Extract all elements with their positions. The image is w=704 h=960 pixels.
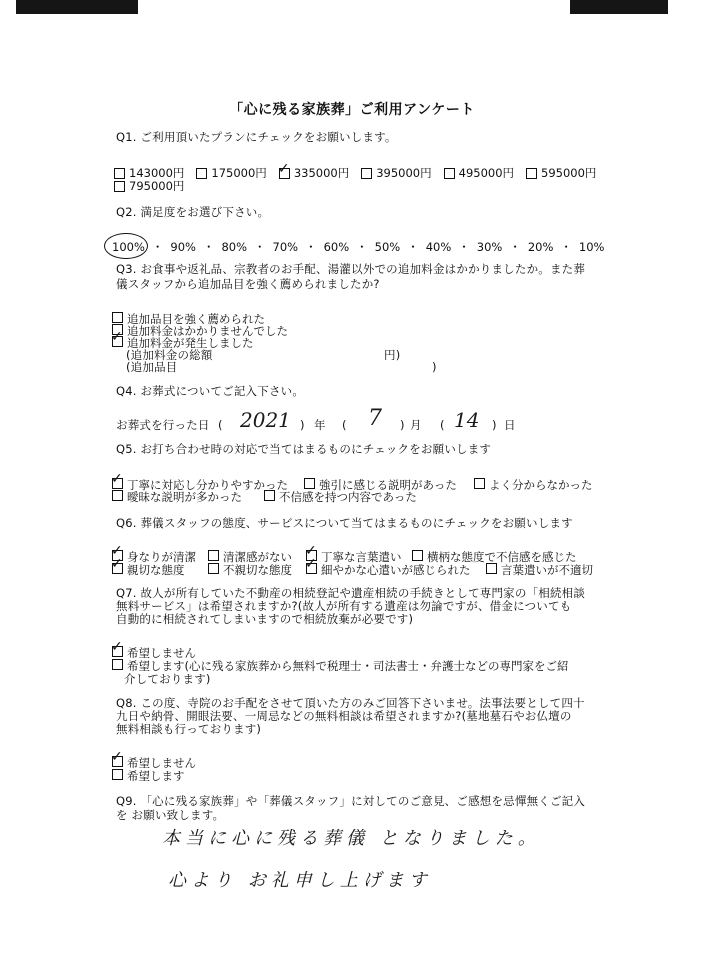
q2-question: Q2. 満足度をお選び下さい。 (116, 205, 270, 219)
q8-option-2[interactable]: 希望します (112, 769, 185, 783)
q2-satisfaction-scale: 100% ・ 90% ・ 80% ・ 70% ・ 60% ・ 50% ・ 40% ・ 30% ・ 20% ・ 10% (112, 240, 605, 254)
q3-option-1[interactable]: 追加品目を強く薦められた (112, 312, 265, 326)
checkbox[interactable] (196, 168, 207, 179)
q4-day-unit: 日 (504, 418, 516, 432)
q3-item-label: (追加品目 (126, 360, 178, 374)
q1-option-175000[interactable]: 175000円 (196, 166, 266, 180)
q8-question-line3: 無料相談も行っております) (116, 722, 262, 736)
q1-option-143000[interactable]: 143000円 (114, 166, 184, 180)
q9-question-line2: を お願い致します。 (116, 808, 225, 822)
q1-option-595000[interactable]: 595000円 (526, 166, 596, 180)
checkbox-checked[interactable] (112, 478, 123, 489)
checkbox[interactable] (208, 550, 219, 561)
q6-option-3[interactable]: ✓ 丁寧な言葉遣い (306, 550, 402, 564)
q1-option-395000[interactable]: 395000円 (361, 166, 431, 180)
q6-option-5[interactable]: ✓ 親切な態度 (112, 563, 185, 577)
q1-option-335000[interactable]: ✓ 335000円 (279, 166, 349, 180)
q6-option-2[interactable]: 清潔感がない (208, 550, 292, 564)
paren-open: ( (440, 418, 445, 432)
q3-option-3[interactable]: ✓ 追加料金が発生しました (112, 336, 254, 350)
checkbox[interactable] (112, 312, 123, 323)
q4-question: Q4. お葬式についてご記入下さい。 (116, 384, 305, 398)
q5-option-1[interactable]: ✓ 丁寧に対応し分かりやすかった (112, 478, 288, 492)
checkbox-checked[interactable] (306, 563, 317, 574)
checkbox[interactable] (526, 168, 537, 179)
q8-question-line2: 九日や納骨、開眼法要、一周忌などの無料相談は希望されますか?(墓地墓石やお仏壇の (116, 709, 572, 723)
q5-option-4[interactable]: 曖昧な説明が多かった (112, 490, 242, 504)
q4-year-unit: 年 (314, 418, 326, 432)
q6-option-8[interactable]: 言葉遣いが不適切 (486, 563, 593, 577)
q7-option-1[interactable]: ✓ 希望しません (112, 646, 196, 660)
checkbox[interactable] (304, 478, 315, 489)
q5-question: Q5. お打ち合わせ時の対応で当てはまるものにチェックをお願いします (116, 442, 492, 456)
q6-option-7[interactable]: ✓ 細やかな心遣いが感じられた (306, 563, 471, 577)
q3-item-close: ) (432, 360, 437, 374)
scan-mark-left (16, 0, 138, 14)
checkbox[interactable] (486, 563, 497, 574)
q3-question-line1: Q3. お食事や返礼品、宗教者のお手配、湯灌以外での追加料金はかかりましたか。また葬 (116, 262, 586, 276)
scale-70[interactable]: 70% (272, 240, 299, 254)
checkbox-checked[interactable] (112, 336, 123, 347)
checkbox[interactable] (264, 490, 275, 501)
q3-question-line2: 儀スタッフから追加品目を強く薦められましたか? (116, 277, 380, 291)
scale-10[interactable]: 10% (578, 240, 605, 254)
checkbox[interactable] (444, 168, 455, 179)
paren-close: ) (400, 418, 405, 432)
checkbox-checked[interactable] (279, 168, 290, 179)
checkbox-checked[interactable] (112, 563, 123, 574)
q1-option-495000[interactable]: 495000円 (444, 166, 514, 180)
q3-total-unit: 円) (384, 348, 401, 362)
q1-option-795000[interactable]: 795000円 (114, 179, 184, 193)
scale-40[interactable]: 40% (425, 240, 452, 254)
q7-question-line1: Q7. 故人が所有していた不動産の相続登記や遺産相続の手続きとして専門家の「相続相談 (116, 586, 586, 600)
q5-option-5[interactable]: 不信感を持つ内容であった (264, 490, 417, 504)
checkbox[interactable] (412, 550, 423, 561)
selected-circle (104, 233, 148, 259)
checkbox[interactable] (114, 168, 125, 179)
scale-80[interactable]: 80% (221, 240, 248, 254)
q1-options-row2 (114, 179, 184, 193)
q8-option-1[interactable]: ✓ 希望しません (112, 756, 196, 770)
q6-option-1[interactable]: ✓ 身なりが清潔 (112, 550, 196, 564)
paren-close: ) (300, 418, 305, 432)
q5-option-2[interactable]: 強引に感じる説明があった (304, 478, 457, 492)
checkbox[interactable] (208, 563, 219, 574)
q4-month-value[interactable]: 7 (368, 406, 382, 431)
q8-question-line1: Q8. この度、寺院のお手配をさせて頂いた方のみご回答下さいませ。法事法要として四十 (116, 696, 585, 710)
scan-mark-right (570, 0, 668, 14)
q6-question: Q6. 葬儀スタッフの態度、サービスについて当てはまるものにチェックをお願いします (116, 516, 573, 530)
scale-20[interactable]: 20% (527, 240, 554, 254)
q4-month-unit: 月 (410, 418, 422, 432)
checkbox[interactable] (112, 659, 123, 670)
scale-50[interactable]: 50% (374, 240, 401, 254)
paren-open: ( (342, 418, 347, 432)
checkbox[interactable] (112, 490, 123, 501)
q9-answer-line2[interactable]: 心より お礼申し上げます (168, 870, 432, 891)
checkbox-checked[interactable] (112, 756, 123, 767)
q3-total-label: (追加料金の総額 (126, 348, 213, 362)
scale-60[interactable]: 60% (323, 240, 350, 254)
checkbox-checked[interactable] (112, 646, 123, 657)
scale-100[interactable]: 100% (112, 240, 145, 254)
q7-option-2-cont: 介しております) (124, 672, 211, 686)
survey-title: 「心に残る家族葬」ご利用アンケート (229, 102, 475, 118)
q1-question: Q1. ご利用頂いたプランにチェックをお願いします。 (116, 130, 397, 144)
q4-day-value[interactable]: 14 (454, 408, 480, 432)
paren-close: ) (492, 418, 497, 432)
q4-date-label: お葬式を行った日 (116, 418, 210, 432)
checkbox[interactable] (112, 769, 123, 780)
q5-option-3[interactable]: よく分からなかった (474, 478, 593, 492)
q3-option-2[interactable]: 追加料金はかかりませんでした (112, 324, 288, 338)
checkbox[interactable] (361, 168, 372, 179)
scale-90[interactable]: 90% (170, 240, 196, 254)
checkbox[interactable] (114, 181, 125, 192)
q7-question-line2: 無料サービス」は希望されますか?(故人が所有する遺産は勿論ですが、借金についても (116, 599, 572, 613)
q7-question-line3: 自動的に相続されてしまいますので相続放棄が必要です) (116, 612, 414, 626)
paren-open: ( (218, 418, 223, 432)
q6-option-4[interactable]: 横柄な態度で不信感を感じた (412, 550, 577, 564)
checkbox[interactable] (474, 478, 485, 489)
q6-option-6[interactable]: 不親切な態度 (208, 563, 292, 577)
scale-30[interactable]: 30% (476, 240, 503, 254)
q7-option-2[interactable]: 希望します(心に残る家族葬から無料で税理士・司法書士・弁護士などの専門家をご紹 (112, 659, 568, 673)
q9-answer-line1[interactable]: 本当に心に残る葬儀 となりました。 (162, 828, 541, 849)
q4-year-value[interactable]: 2021 (240, 408, 291, 432)
q9-question-line1: Q9. 「心に残る家族葬」や「葬儀スタッフ」に対してのご意見、ご感想を忌憚無くご記入 (116, 794, 586, 808)
q1-options-row1 (114, 166, 596, 180)
